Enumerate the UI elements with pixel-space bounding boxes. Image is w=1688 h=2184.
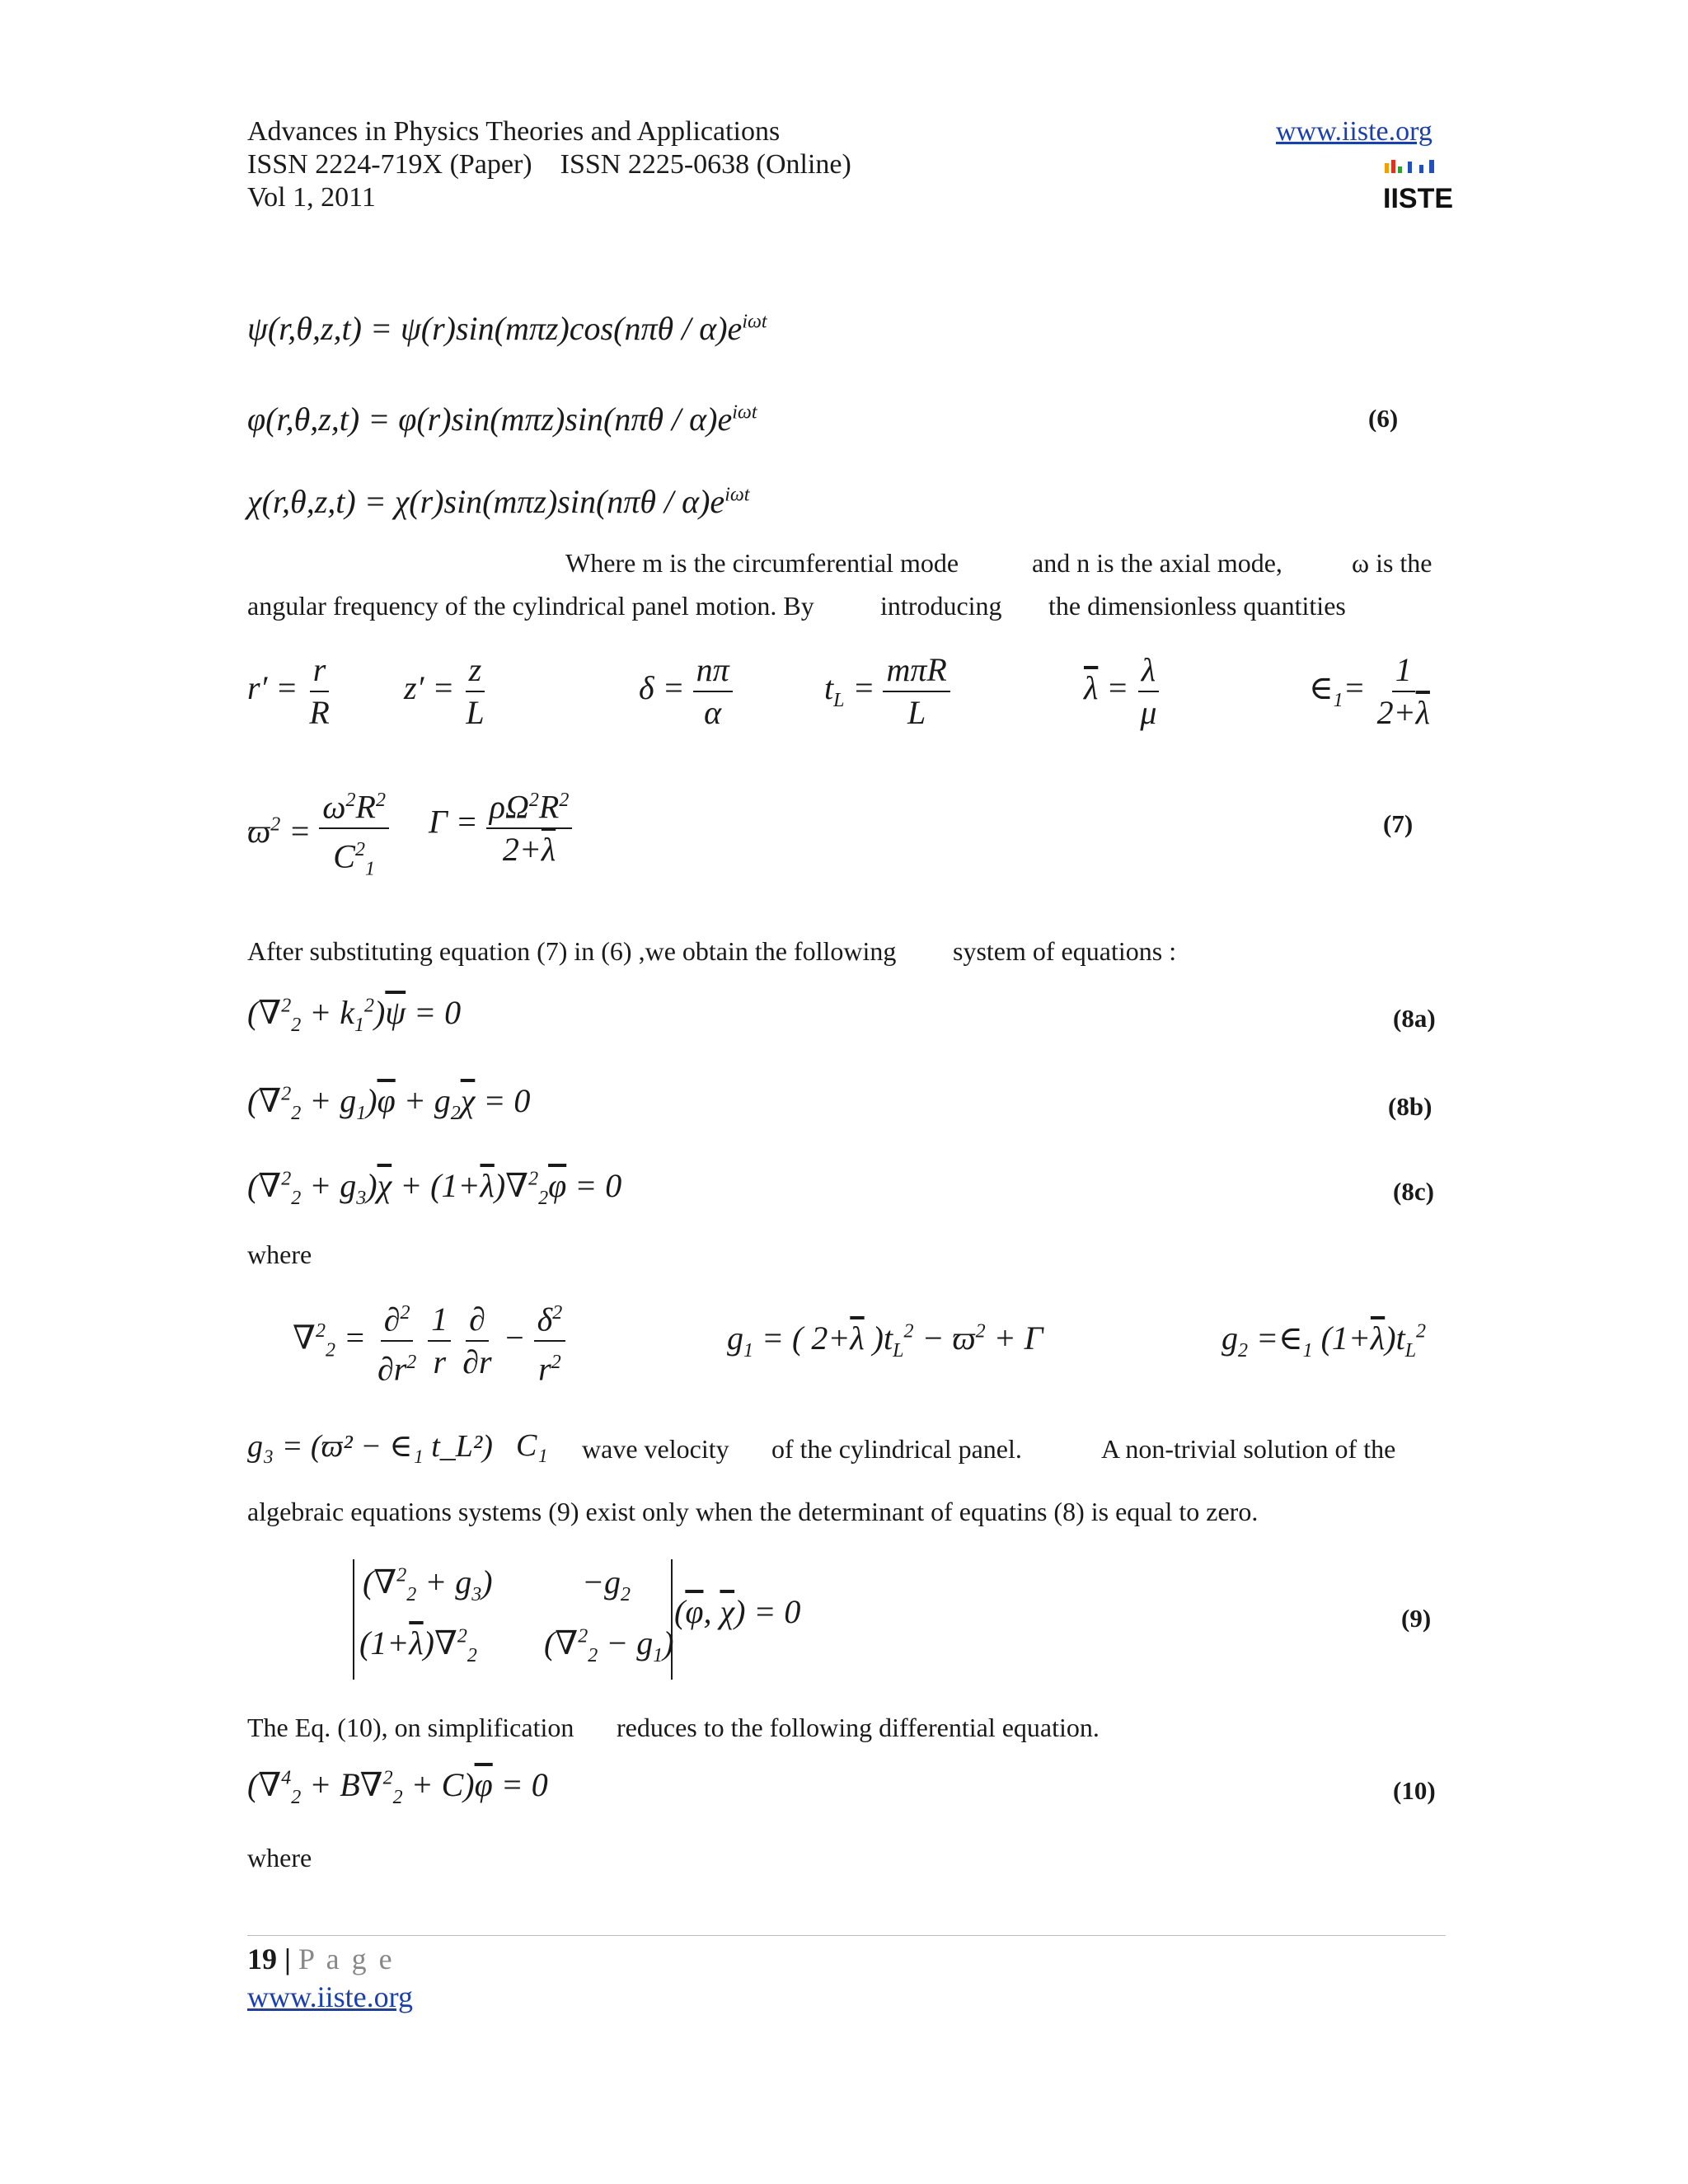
where-label-2: where (247, 1843, 312, 1872)
journal-title: Advances in Physics Theories and Applications (247, 116, 781, 147)
equation-8a: $(\nabla^2_2 + k_1^2)\overline{\psi} = 0$ (247, 994, 462, 1036)
determinant-vector: ($\overline{\varphi}$, $\overline{\chi}) = 0$ (674, 1593, 801, 1630)
equation-number-8c: (8c) (1393, 1177, 1434, 1206)
equation-number-8a: (8a) (1393, 1004, 1436, 1033)
equation-number-7: (7) (1383, 809, 1414, 838)
iiste-logo (1383, 158, 1454, 216)
para2-a: After substituting equation (7) in (6) ,we obtain the following (247, 936, 897, 966)
determinant-bar-left (353, 1559, 354, 1680)
para1-line2a: angular frequency of the cylindrical panel motion. By (247, 591, 814, 621)
volume-line: Vol 1, 2011 (247, 182, 376, 213)
issn-line: ISSN 2224-719X (Paper) ISSN 2225-0638 (Online) (247, 149, 851, 180)
equation-number-8b: (8b) (1388, 1092, 1432, 1121)
equation-psi: $\psi(r,\theta,z,t) = \psi(r)\sin(m\pi z)\cos(n\pi\theta / \alpha)e^{i\omega t}$ (247, 310, 767, 347)
def-tL: $t_L$ = $\frac{\text{mπR}}{L}$ (824, 651, 950, 732)
matrix-a22: $(\nabla^2_2 - g_1)$ (544, 1624, 674, 1666)
def-g2: $g_2$ $=\in_1$ $(1+\overline{\lambda})t_L^2$ (1221, 1319, 1427, 1361)
def-laplacian: ∇$^2_2$ = $\frac{\partial^2}{\partial r^2}$ $\frac{1}{r}$ $\frac{\partial}{\partial r}$ − $\frac{\delta^2}{r^2}$ (293, 1294, 565, 1389)
para4-a: The Eq. (10), on simplification (247, 1713, 574, 1742)
footer-rule (247, 1935, 1446, 1936)
def-r-prime: r′ = $\frac{r}{R}$ (247, 651, 330, 731)
para1-line1c: ω is the (1352, 548, 1432, 578)
where-label-1: where (247, 1240, 312, 1269)
equation-8c: $(\nabla^2_2 + g_3)\overline{\chi} + (1+\overline{\lambda})\nabla^2_2\overline{\varphi} = 0$ (247, 1167, 622, 1209)
matrix-a11: $(\nabla^2_2 + g_3)$ (363, 1563, 493, 1605)
footer-url-link[interactable]: www.iiste.org (247, 1980, 413, 2013)
para2-b: system of equations : (953, 936, 1177, 966)
equation-number-6: (6) (1368, 404, 1399, 433)
equation-10: $(\nabla^4_2 + B\nabla^2_2 + C)\overline{\varphi} = 0$ (247, 1766, 548, 1808)
footer-page (247, 1942, 395, 1976)
header-url-link[interactable]: www.iiste.org (1276, 116, 1432, 147)
para1-line2b: introducing (880, 591, 1002, 621)
matrix-a12: $-g_2$ (582, 1563, 631, 1605)
c1-symbol: C₁ (516, 1428, 548, 1463)
equation-chi: $\chi(r,\theta,z,t) = \chi(r)\sin(m\pi z)\sin(n\pi\theta / \alpha)e^{i\omega t}$ (247, 483, 750, 520)
page-number: 19 (247, 1943, 277, 1975)
para1-line2c: the dimensionless quantities (1048, 591, 1346, 621)
def-g3: g₃ = (ϖ² − ∈₁ t_L²) (247, 1429, 493, 1464)
para3-c: A non-trivial solution of the (1101, 1434, 1396, 1464)
def-delta: δ = $\frac{n\pi}{\alpha}$ (639, 651, 733, 732)
para1-line1a: Where m is the circumferential mode (565, 548, 959, 578)
def-z-prime: z′ = $\frac{z}{L}$ (404, 651, 485, 731)
equation-8b: $(\nabla^2_2 + g_1)\overline{\varphi} + g_2\overline{\chi} = 0$ (247, 1082, 531, 1124)
para4-b: reduces to the following differential equation. (617, 1713, 1100, 1742)
svg-text:IISTE: IISTE (1383, 183, 1454, 214)
para3-a: wave velocity (582, 1434, 729, 1464)
def-g1: $g_1$ = ( $2+\overline{\lambda}$ )$t_L^2 - ϖ^2 + \Gamma$ (727, 1319, 1043, 1361)
def-varpi: $ϖ^2$ = $\frac{\omega^2R^2}{C^2_1}$ (247, 781, 389, 888)
para3-b: of the cylindrical panel. (771, 1434, 1022, 1464)
equation-phi: $\varphi(r,\theta,z,t) = \varphi(r)\sin(m\pi z)\sin(n\pi\theta / \alpha)e^{i\omega t}$ (247, 401, 757, 438)
def-lambda-bar: $\overline{\lambda}$ = $\frac{\lambda}{\mu}$ (1084, 651, 1160, 732)
equation-number-9: (9) (1401, 1604, 1432, 1633)
para3-line2: algebraic equations systems (9) exist only when the determinant of equatins (8) is equal to zero. (247, 1497, 1259, 1526)
page-word: P a g e (298, 1943, 395, 1975)
page-separator: | (284, 1943, 291, 1975)
def-epsilon1: $\in_1=$ $\frac{1}{2+\overline{\lambda}}$ (1309, 651, 1430, 731)
para1-line1b: and n is the axial mode, (1032, 548, 1282, 578)
def-gamma: Γ = $\frac{\rho\Omega^2R^2}{2+\overline{\lambda}}$ (429, 781, 572, 869)
equation-number-10: (10) (1393, 1776, 1436, 1805)
matrix-a21: $(1+\overline{\lambda})\nabla^2_2$ (359, 1624, 477, 1666)
